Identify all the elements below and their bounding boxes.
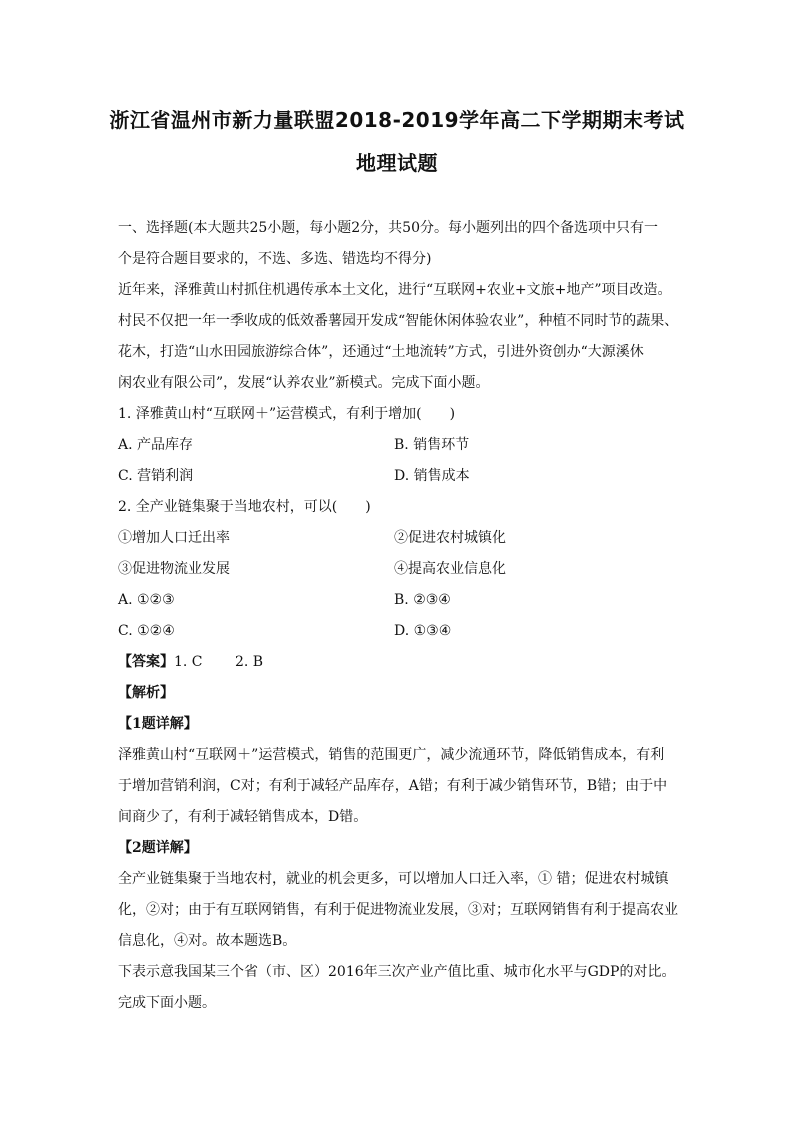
- passage1-line-2: 村民不仅把一年一季收成的低效番薯园开发成“智能休闲体验农业”，种植不同时节的蔬果、: [118, 313, 679, 329]
- question-2-option-d: D. ①③④: [394, 623, 452, 639]
- passage1-line-3: 花木，打造“山水田园旅游综合体”，还通过“土地流转”方式，引进外资创办“大源溪休: [118, 344, 644, 360]
- document-title: 浙江省温州市新力量联盟2018-2019学年高二下学期期末考试: [109, 108, 685, 132]
- analysis-heading: 【解析】: [118, 685, 174, 701]
- detail-2-heading: 【2题详解】: [118, 840, 198, 856]
- answer-text: 1. C 2. B: [174, 654, 264, 670]
- question-1-option-a: A. 产品库存: [118, 437, 194, 453]
- section-instructions-line-2: 个是符合题目要求的，不选、多选、错选均不得分): [118, 251, 432, 267]
- question-2-option-b: B. ②③④: [394, 592, 451, 608]
- detail-1-line-3: 间商少了，有利于减轻销售成本，D错。: [118, 809, 368, 825]
- passage2-line-1: 下表示意我国某三个省（市、区）2016年三次产业产值比重、城市化水平与GDP的对比。: [118, 964, 676, 980]
- question-1-option-d: D. 销售成本: [394, 468, 470, 484]
- passage1-line-4: 闲农业有限公司”，发展“认养农业”新模式。完成下面小题。: [118, 375, 490, 391]
- question-1-stem: 1. 泽雅黄山村“互联网＋”运营模式，有利于增加( ): [118, 406, 456, 422]
- detail-1-heading: 【1题详解】: [118, 716, 198, 732]
- passage2-line-2: 完成下面小题。: [118, 995, 216, 1011]
- detail-1-line-1: 泽雅黄山村“互联网＋”运营模式，销售的范围更广，减少流通环节，降低销售成本，有利: [118, 747, 665, 763]
- question-2-statement-2: ②促进农村城镇化: [394, 530, 506, 546]
- detail-2-line-1: 全产业链集聚于当地农村，就业的机会更多，可以增加人口迁入率，① 错；促进农村城镇: [118, 871, 669, 887]
- detail-2-line-2: 化，②对；由于有互联网销售，有利于促进物流业发展，③对；互联网销售有利于提高农业: [118, 902, 678, 918]
- question-2-stem: 2. 全产业链集聚于当地农村，可以( ): [118, 499, 371, 515]
- question-2-statement-4: ④提高农业信息化: [394, 561, 506, 577]
- question-2-statement-1: ①增加人口迁出率: [118, 530, 230, 546]
- question-2-statement-3: ③促进物流业发展: [118, 561, 230, 577]
- detail-1-line-2: 于增加营销利润，C对；有利于减轻产品库存，A错；有利于减少销售环节，B错；由于中: [118, 778, 668, 794]
- question-1-option-b: B. 销售环节: [394, 437, 470, 453]
- question-2-option-c: C. ①②④: [118, 623, 175, 639]
- question-1-option-c: C. 营销利润: [118, 468, 194, 484]
- question-2-option-a: A. ①②③: [118, 592, 175, 608]
- detail-2-line-3: 信息化，④对。故本题选B。: [118, 933, 297, 949]
- document-subtitle: 地理试题: [356, 151, 438, 175]
- answer-label: 【答案】: [118, 654, 174, 670]
- answer-line: [118, 652, 688, 672]
- passage1-line-1: 近年来，泽雅黄山村抓住机遇传承本土文化，进行“互联网+农业+文旅+地产”项目改造。: [118, 282, 672, 298]
- section-instructions-line-1: 一、选择题(本大题共25小题，每小题2分，共50分。每小题列出的四个备选项中只有一: [118, 220, 658, 236]
